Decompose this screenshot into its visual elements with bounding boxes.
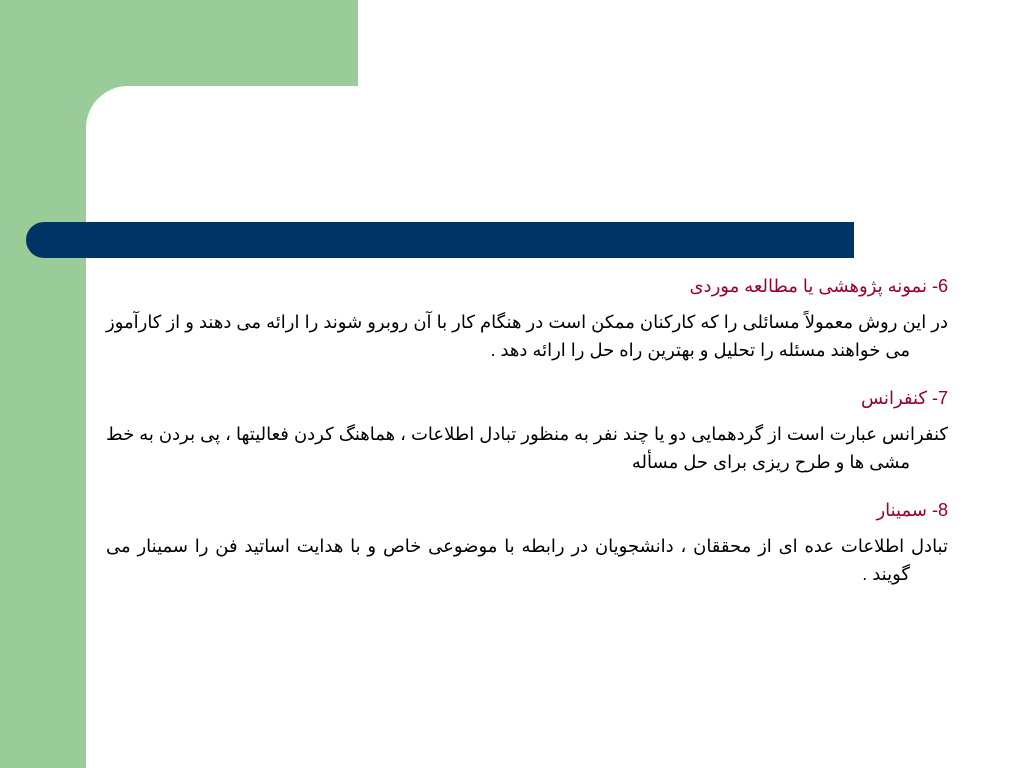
section-body-seminar: تبادل اطلاعات عده ای از محققان ، دانشجویان در رابطه با موضوعی خاص و با هدایت اساتید فن را سمینار می گویند . — [106, 536, 948, 584]
section-heading-seminar: 8- سمینار — [876, 500, 948, 520]
section-body-case-study: در این روش معمولاً مسائلی را که کارکنان ممکن است در هنگام کار با آن روبرو شوند را ارائه می دهند و از کارآموز می خواهند مسئله را تحلیل و بهترین راه حل را ارائه دهد . — [106, 312, 948, 360]
slide-text — [106, 272, 948, 608]
section-body-conference: کنفرانس عبارت است از گردهمایی دو یا چند نفر به منظور تبادل اطلاعات ، هماهنگ کردن فعالیتها ، پی بردن به خط مشی ها و طرح ریزی برای حل مسأله — [106, 424, 948, 472]
accent-bar — [26, 222, 854, 258]
section-heading-case-study: 6- نمونه پژوهشی یا مطالعه موردی — [689, 276, 948, 296]
section-heading-conference: 7- کنفرانس — [860, 388, 948, 408]
